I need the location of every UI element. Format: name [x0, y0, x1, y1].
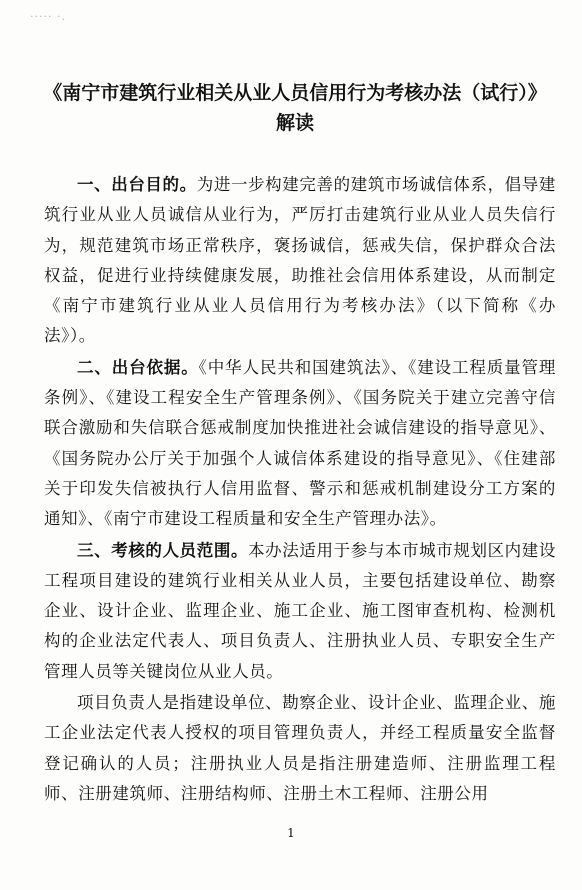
- scan-corner-mark: ····· ·.: [30, 10, 66, 23]
- section-basis: [44, 353, 556, 535]
- document-subtitle: 解读: [275, 112, 314, 134]
- section-text: 本办法适用于参与本市城市规划区内建设工程项目建设的建筑行业相关从业人员，主要包括建设单位、勘察企业、设计企业、监理企业、施工企业、施工图审查机构、检测机构的企业法定代表人、项目负责人、注册执业人员、专职安全生产管理人员等关键岗位从业人员。: [44, 540, 556, 681]
- section-heading: 一、出台目的。: [77, 175, 197, 194]
- section-scope: [44, 536, 556, 687]
- document-title: 《南宁市建筑行业相关从业人员信用行为考核办法（试行）》: [43, 82, 547, 104]
- section-text: 《中华人民共和国建筑法》、《建设工程质量管理条例》、《建设工程安全生产管理条例》、《国务院关于建立完善守信联合激励和失信联合惩戒制度加快推进社会诚信建设的指导意见》、《国务院办公厅关于加强个人诚信体系建设的指导意见》、《住建部关于印发失信被执行人信用监督、警示和惩戒机制建设分工方案的通知》、《南宁市建设工程质量和安全生产管理办法》。: [44, 357, 557, 529]
- document-body: [44, 170, 556, 809]
- section-heading: 二、出台依据。: [77, 357, 199, 377]
- section-heading: 三、考核的人员范围。: [77, 540, 249, 560]
- page-number: 1: [287, 826, 295, 840]
- section-definitions: [44, 688, 556, 809]
- section-text: 为进一步构建完善的建筑市场诚信体系，倡导建筑行业从业人员诚信从业行为，严厉打击建筑行业从业人员失信行为，规范建筑市场正常秩序，褒扬诚信，惩戒失信，保护群众合法权益，促进行业持续健康发展，助推社会信用体系建设，从而制定《南宁市建筑行业从业人员信用行为考核办法》（以下简称《办法》）。: [44, 175, 556, 346]
- section-text: 项目负责人是指建设单位、勘察企业、设计企业、监理企业、施工企业法定代表人授权的项目管理负责人，并经工程质量安全监督登记确认的人员；注册执业人员是指注册建造师、注册监理工程师、注册建筑师、注册结构师、注册土木工程师、注册公用: [44, 693, 556, 803]
- section-purpose: [44, 170, 556, 352]
